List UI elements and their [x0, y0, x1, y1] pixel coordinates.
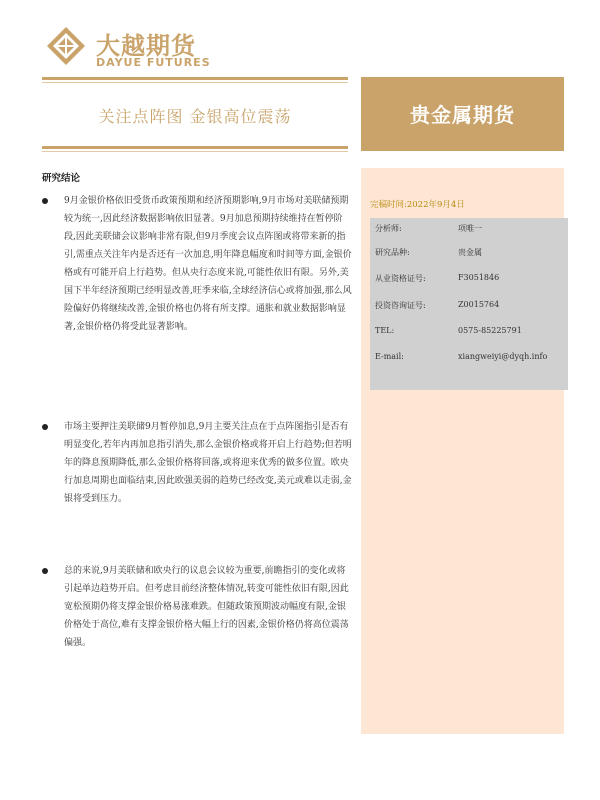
- info-row-consulting: [370, 295, 568, 315]
- paragraph-text: 总的来说,9月美联储和欧央行的议息会议较为重要,前瞻指引的变化或将引起单边趋势开启。但考虑目前经济整体情况,转变可能性依旧有限,因此宽松预期仍将支撑金银价格易涨难跌。但随政策预期波动幅度有限,金银价格处于高位,难有支撑金银价格大幅上行的因素,金银价格仍将高位震荡偏强。: [64, 566, 349, 648]
- bullet-icon: [42, 568, 48, 574]
- info-value: Z0015764: [458, 300, 500, 309]
- info-value: F3051846: [458, 273, 500, 282]
- completion-date: 完稿时间:2022年9月4日: [370, 200, 465, 210]
- bullet-icon: [42, 198, 48, 204]
- header-rule: [42, 77, 348, 80]
- info-label: 分析师:: [375, 224, 402, 233]
- paragraph-text: 9月金银价格依旧受货币政策预期和经济预期影响,9月市场对美联储预期较为统一,因此经济数据影响依旧显著。9月加息预期持续维持在暂停阶段,因此美联储会议影响非常有限,但9月季度会议点阵图或将带来新的指引,需重点关注年内是否还有一次加息,明年降息幅度和时间等方面,金银价格或有可能开启上行趋势。但从央行态度来说,可能性依旧有限。另外,美国下半年经济预期已经明显改善,旺季来临,全球经济信心或将加强,那么风险偏好仍将继续改善,金银价格也仍将有所支撑。通胀和就业数据影响显著,金银价格仍将受此显著影响。: [64, 196, 352, 332]
- info-value: 贵金属: [458, 248, 482, 257]
- analyst-info-table: [370, 218, 568, 390]
- headline-rule: [42, 146, 348, 149]
- info-value[interactable]: xiangweiyi@dyqh.info: [458, 352, 548, 361]
- section-title: 研究结论: [42, 173, 81, 184]
- paragraph-text: 市场主要押注美联储9月暂停加息,9月主要关注点在于点阵图指引是否有明显变化,若年内再加息指引消失,那么金银价格或将开启上行趋势;但若明年的降息预期降低,那么金银价格将回落,或将迎来优秀的做多位置。欧央行加息周期也面临结束,因此欧强美弱的趋势已经改变,美元或难以走弱,金银将受到压力。: [64, 422, 352, 504]
- info-row-tel: [370, 321, 568, 341]
- info-row-variety: [370, 242, 568, 262]
- info-value: 0575-85225791: [458, 326, 522, 335]
- bullet-icon: [42, 424, 48, 430]
- info-label: 从业资格证号:: [375, 274, 426, 283]
- headline-rule-thin: [42, 151, 348, 152]
- info-row-qualification: [370, 268, 568, 288]
- info-label: E-mail:: [375, 352, 404, 361]
- logo-english-name: DAYUE FUTURES: [96, 56, 211, 69]
- info-label: 研究品种:: [375, 248, 410, 257]
- conclusion-paragraph: [42, 192, 352, 402]
- category-title: 贵金属期货: [410, 103, 515, 127]
- info-label: TEL:: [375, 326, 395, 335]
- logo-chinese-name: 大越期货: [96, 32, 196, 60]
- conclusion-paragraph: [42, 418, 352, 548]
- report-headline: 关注点阵图 金银高位震荡: [98, 107, 292, 126]
- company-logo: [46, 26, 226, 72]
- category-banner: [361, 77, 564, 151]
- info-value: 项唯一: [458, 224, 482, 233]
- header-rule-thin: [42, 82, 348, 83]
- conclusion-paragraph: [42, 562, 352, 672]
- info-row-email: [370, 347, 568, 367]
- info-label: 投资咨询证号:: [375, 301, 426, 310]
- info-row-analyst: [370, 218, 568, 238]
- logo-diamond-icon: [46, 26, 86, 66]
